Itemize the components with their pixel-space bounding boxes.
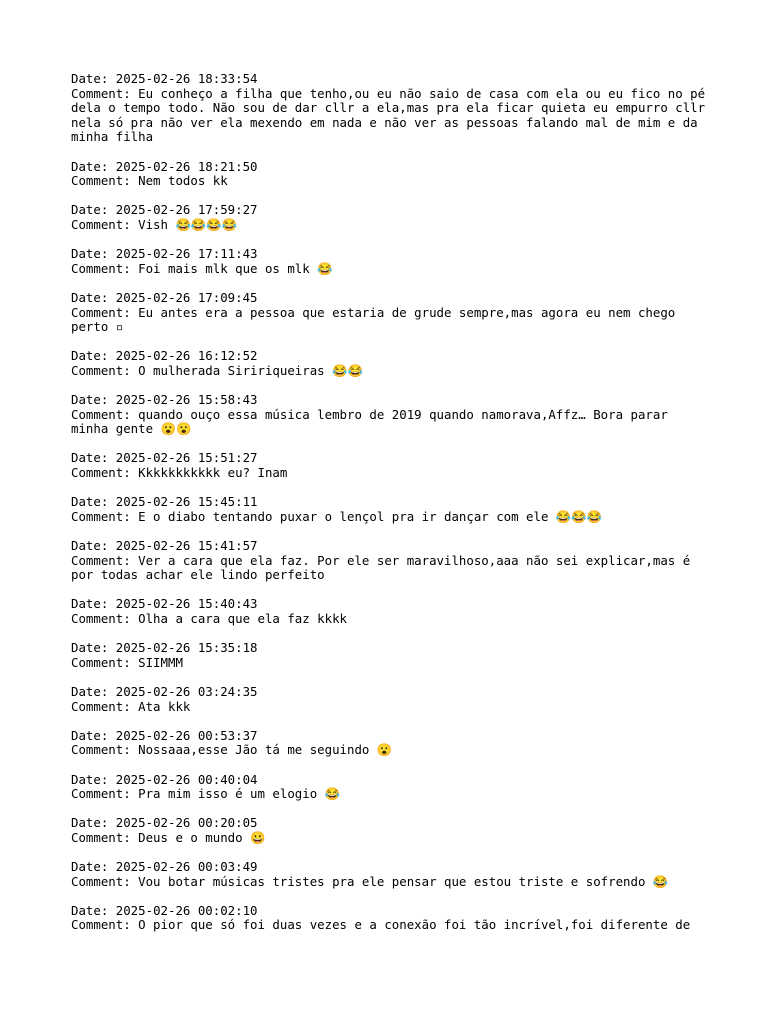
date-value: 2025-02-26 15:40:43 <box>115 596 258 612</box>
date-label: Date: <box>71 683 116 699</box>
comment-text: SIIMMM <box>138 654 183 670</box>
date-line <box>71 904 711 919</box>
comment-label: Comment: <box>71 216 139 232</box>
comment-line <box>71 743 711 758</box>
log-entry <box>71 203 711 232</box>
log-entry <box>71 597 711 626</box>
comment-text: Ver a cara que ela faz. Por ele ser maravilhoso,aaa não sei explicar,mas é por todas achar ele lindo perfeito <box>71 552 698 583</box>
log-entry <box>71 451 711 480</box>
date-line <box>71 247 711 262</box>
date-value: 2025-02-26 15:45:11 <box>115 494 258 510</box>
date-line <box>71 860 711 875</box>
log-entry <box>71 685 711 714</box>
date-label: Date: <box>71 392 116 408</box>
date-value: 2025-02-26 18:33:54 <box>115 71 258 86</box>
date-label: Date: <box>71 538 116 553</box>
comment-line <box>71 831 711 846</box>
date-label: Date: <box>71 902 116 918</box>
comment-line <box>71 656 711 671</box>
date-line <box>71 685 711 700</box>
comment-line <box>71 174 711 189</box>
comment-line <box>71 700 711 715</box>
date-value: 2025-02-26 00:20:05 <box>115 815 258 831</box>
date-value: 2025-02-26 00:40:04 <box>115 771 258 787</box>
comment-label: Comment: <box>71 698 139 714</box>
comment-line <box>71 306 711 335</box>
comment-text: Vou botar músicas tristes pra ele pensar que estou triste e sofrendo 😂 <box>138 873 669 889</box>
comment-text: Deus e o mundo 😀 <box>138 829 266 845</box>
log-entry <box>71 247 711 276</box>
log-entry <box>71 393 711 437</box>
date-label: Date: <box>71 450 116 466</box>
comment-line <box>71 510 711 525</box>
comment-log <box>71 72 711 948</box>
comment-label: Comment: <box>71 786 139 802</box>
date-label: Date: <box>71 727 116 743</box>
date-line <box>71 597 711 612</box>
log-entry <box>71 860 711 889</box>
log-entry <box>71 160 711 189</box>
date-line <box>71 291 711 306</box>
comment-text: O pior que só foi duas vezes e a conexão foi tão incrível,foi diferente de <box>138 917 691 933</box>
date-label: Date: <box>71 289 116 305</box>
comment-text: Kkkkkkkkkkk eu? Inam <box>138 465 288 481</box>
comment-label: Comment: <box>71 465 139 481</box>
comment-line <box>71 218 711 233</box>
date-value: 2025-02-26 15:58:43 <box>115 392 258 408</box>
comment-text: Eu antes era a pessoa que estaria de grude sempre,mas agora eu nem chego perto ▫ <box>71 304 683 335</box>
date-label: Date: <box>71 348 116 364</box>
date-label: Date: <box>71 859 116 875</box>
comment-label: Comment: <box>71 406 139 422</box>
comment-text: Pra mim isso é um elogio 😂 <box>138 786 341 802</box>
date-value: 2025-02-26 17:09:45 <box>115 289 258 305</box>
log-entry <box>71 349 711 378</box>
comment-label: Comment: <box>71 610 139 626</box>
date-label: Date: <box>71 771 116 787</box>
comment-text: Foi mais mlk que os mlk 😂 <box>138 260 333 276</box>
date-line <box>71 349 711 364</box>
date-line <box>71 451 711 466</box>
date-value: 2025-02-26 00:03:49 <box>115 859 258 875</box>
comment-line <box>71 918 711 933</box>
comment-text: Vish 😂😂😂😂 <box>138 216 238 232</box>
date-line <box>71 773 711 788</box>
comment-line <box>71 612 711 627</box>
comment-text: Nem todos kk <box>138 173 228 189</box>
log-entry <box>71 539 711 583</box>
date-label: Date: <box>71 596 116 612</box>
date-line <box>71 641 711 656</box>
date-value: 2025-02-26 17:59:27 <box>115 202 258 218</box>
date-value: 2025-02-26 00:53:37 <box>115 727 258 743</box>
log-entry <box>71 904 711 933</box>
date-value: 2025-02-26 00:02:10 <box>115 902 258 918</box>
date-label: Date: <box>71 246 116 262</box>
comment-text: Eu conheço a filha que tenho,ou eu não saio de casa com ela ou eu fico no pé dela o tempo todo. Não sou de dar cllr a ela,mas pra ela ficar quieta eu empurro cllr nela só pra não ver ela mexendo em nada e não ver as pessoas falando mal de mim e da minha filha <box>71 85 713 145</box>
date-value: 2025-02-26 15:41:57 <box>115 538 258 553</box>
comment-line <box>71 408 711 437</box>
comment-line <box>71 875 711 890</box>
comment-line <box>71 787 711 802</box>
comment-label: Comment: <box>71 873 139 889</box>
date-line <box>71 72 711 87</box>
date-label: Date: <box>71 71 116 86</box>
log-entry <box>71 495 711 524</box>
log-entry <box>71 291 711 335</box>
log-entry <box>71 641 711 670</box>
comment-label: Comment: <box>71 742 139 758</box>
comment-label: Comment: <box>71 552 139 568</box>
comment-line <box>71 364 711 379</box>
date-line <box>71 816 711 831</box>
comment-label: Comment: <box>71 829 139 845</box>
log-entry <box>71 773 711 802</box>
date-label: Date: <box>71 815 116 831</box>
comment-label: Comment: <box>71 654 139 670</box>
comment-text: Olha a cara que ela faz kkkk <box>138 610 348 626</box>
comment-label: Comment: <box>71 85 139 101</box>
date-value: 2025-02-26 18:21:50 <box>115 158 258 174</box>
comment-label: Comment: <box>71 173 139 189</box>
date-line <box>71 729 711 744</box>
date-value: 2025-02-26 16:12:52 <box>115 348 258 364</box>
comment-label: Comment: <box>71 260 139 276</box>
date-value: 2025-02-26 17:11:43 <box>115 246 258 262</box>
date-line <box>71 495 711 510</box>
comment-label: Comment: <box>71 304 139 320</box>
date-line <box>71 160 711 175</box>
comment-label: Comment: <box>71 362 139 378</box>
comment-line <box>71 87 711 145</box>
comment-text: O mulherada Siririqueiras 😂😂 <box>138 362 363 378</box>
date-label: Date: <box>71 158 116 174</box>
comment-text: quando ouço essa música lembro de 2019 quando namorava,Affz… Bora parar minha gente 😮😮 <box>71 406 676 437</box>
comment-line <box>71 554 711 583</box>
date-value: 2025-02-26 15:35:18 <box>115 640 258 656</box>
date-line <box>71 539 711 554</box>
date-line <box>71 203 711 218</box>
comment-label: Comment: <box>71 508 139 524</box>
comment-label: Comment: <box>71 917 139 933</box>
log-entry <box>71 816 711 845</box>
date-label: Date: <box>71 640 116 656</box>
log-entry <box>71 729 711 758</box>
date-label: Date: <box>71 202 116 218</box>
date-label: Date: <box>71 494 116 510</box>
date-value: 2025-02-26 03:24:35 <box>115 683 258 699</box>
comment-line <box>71 262 711 277</box>
date-value: 2025-02-26 15:51:27 <box>115 450 258 466</box>
log-entry <box>71 72 711 145</box>
date-line <box>71 393 711 408</box>
comment-text: Nossaaa,esse Jão tá me seguindo 😮 <box>138 742 393 758</box>
comment-text: Ata kkk <box>138 698 191 714</box>
comment-text: E o diabo tentando puxar o lençol pra ir dançar com ele 😂😂😂 <box>138 508 603 524</box>
comment-line <box>71 466 711 481</box>
